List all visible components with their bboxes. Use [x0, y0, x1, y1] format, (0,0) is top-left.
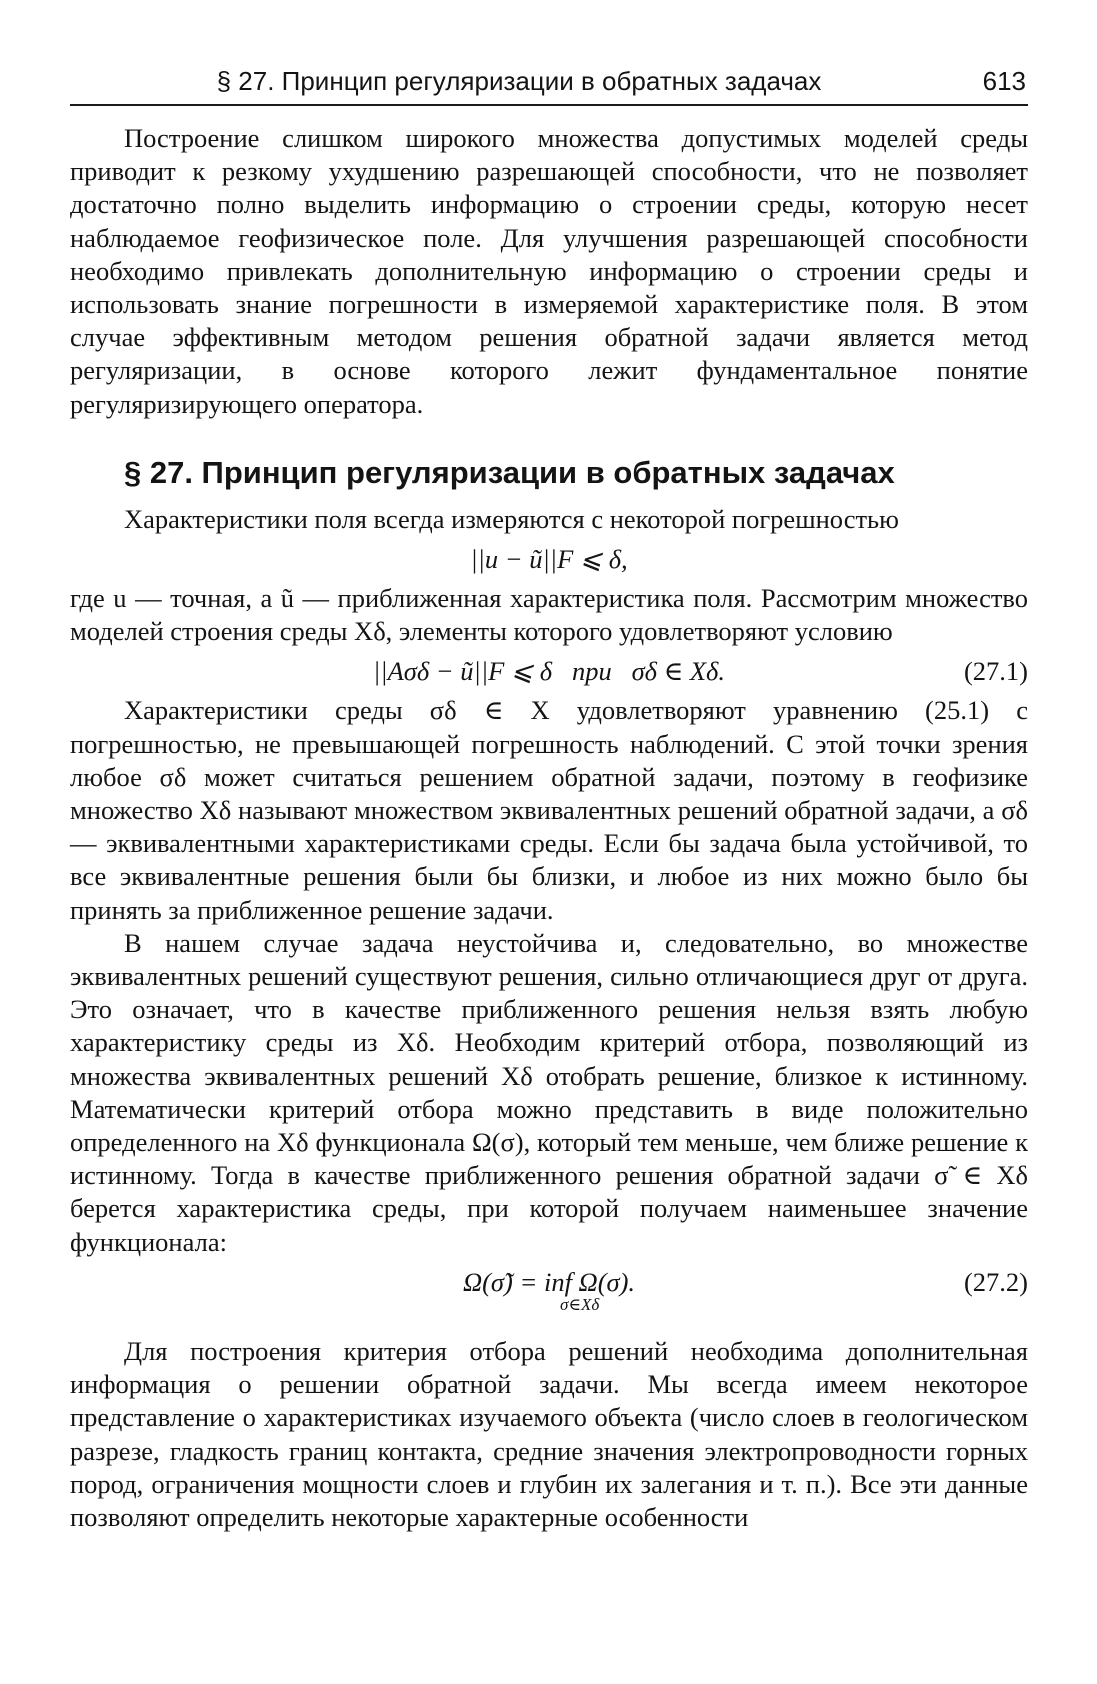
equation-27-2	[70, 1261, 1028, 1327]
equation-27-2-subscript: σ∈Xδ	[560, 1294, 600, 1314]
paragraph-3: Характеристики среды σδ ∈ X удовлетворяют уравнению (25.1) с погрешностью, не превышающей погрешность наблюдений. С этой точки зрения любое σδ может считаться решением обратной задачи, поэтому в геофизике множество Xδ называют множеством эквивалентных решений обратной задачи, а σδ — эквивалентными характеристиками среды. Если бы задача была устойчивой, то все эквивалентные решения были бы близки, и любое из них можно было бы принять за приближенное решение задачи.	[70, 695, 1028, 925]
section-heading: § 27. Принцип регуляризации в обратных задачах	[124, 454, 895, 490]
equation-error-bound	[70, 538, 1028, 580]
equation-27-2-number: (27.2)	[963, 1266, 1028, 1297]
equation-27-1-text: ||Aσδ − ũ||F ⩽ δ при σδ ∈ Xδ.	[373, 656, 725, 687]
page-number: 613	[982, 66, 1026, 96]
equation-error-text: ||u − ũ||F ⩽ δ,	[470, 544, 628, 575]
intro-paragraph: Построение слишком широкого множества допустимых моделей среды приводит к резкому ухудшению разрешающей способности, что не позволяет достаточно полно выделить информацию о строении среды, которую несет наблюдаемое геофизическое поле. Для улучшения разрешающей способности необходимо привлекать дополнительную информацию о строении среды и использовать знание погрешности в измеряемой характеристике поля. В этом случае эффективным методом решения обратной задачи является метод регуляризации, в основе которого лежит фундаментальное понятие регуляризирующего оператора.	[70, 123, 1028, 419]
page-body	[70, 122, 1028, 1534]
paragraph-5: Для построения критерия отбора решений необходима дополнительная информация о решении обратной задачи. Мы всегда имеем некоторое представление о характеристиках изучаемого объекта (число слоев в геологическом разрезе, гладкость границ контакта, средние значения электропроводности горных пород, ограничения мощности слоев и глубин их залегания и т. п.). Все эти данные позволяют определить некоторые характерные особенности	[70, 1335, 1028, 1532]
paragraph-4: В нашем случае задача неустойчива и, следовательно, во множестве эквивалентных решений существуют решения, сильно отличающиеся друг от друга. Это означает, что в качестве приближенного решения нельзя взять любую характеристику среды из Xδ. Необходим критерий отбора, позволяющий из множества эквивалентных решений Xδ отобрать решение, близкое к истинному. Математически критерий отбора можно представить в виде положительно определенного на Xδ функционала Ω(σ), который тем меньше, чем ближе решение к истинному. Тогда в качестве приближенного решения обратной задачи σ̃ ∈ Xδ берется характеристика среды, при которой получаем наименьшее значение функционала:	[70, 927, 1028, 1257]
running-header	[70, 62, 1028, 106]
equation-27-1-number: (27.1)	[963, 656, 1028, 687]
paragraph-2: где u — точная, а ũ — приближенная характеристика поля. Рассмотрим множество моделей строения среды Xδ, элементы которого удовлетворяют условию	[70, 583, 1028, 647]
equation-27-1	[70, 650, 1028, 692]
paragraph-1: Характеристики поля всегда измеряются с некоторой погрешностью	[124, 503, 899, 534]
equation-27-2-text: Ω(σ̃) = inf Ω(σ).	[462, 1266, 636, 1297]
running-title: § 27. Принцип регуляризации в обратных задачах	[216, 66, 822, 96]
